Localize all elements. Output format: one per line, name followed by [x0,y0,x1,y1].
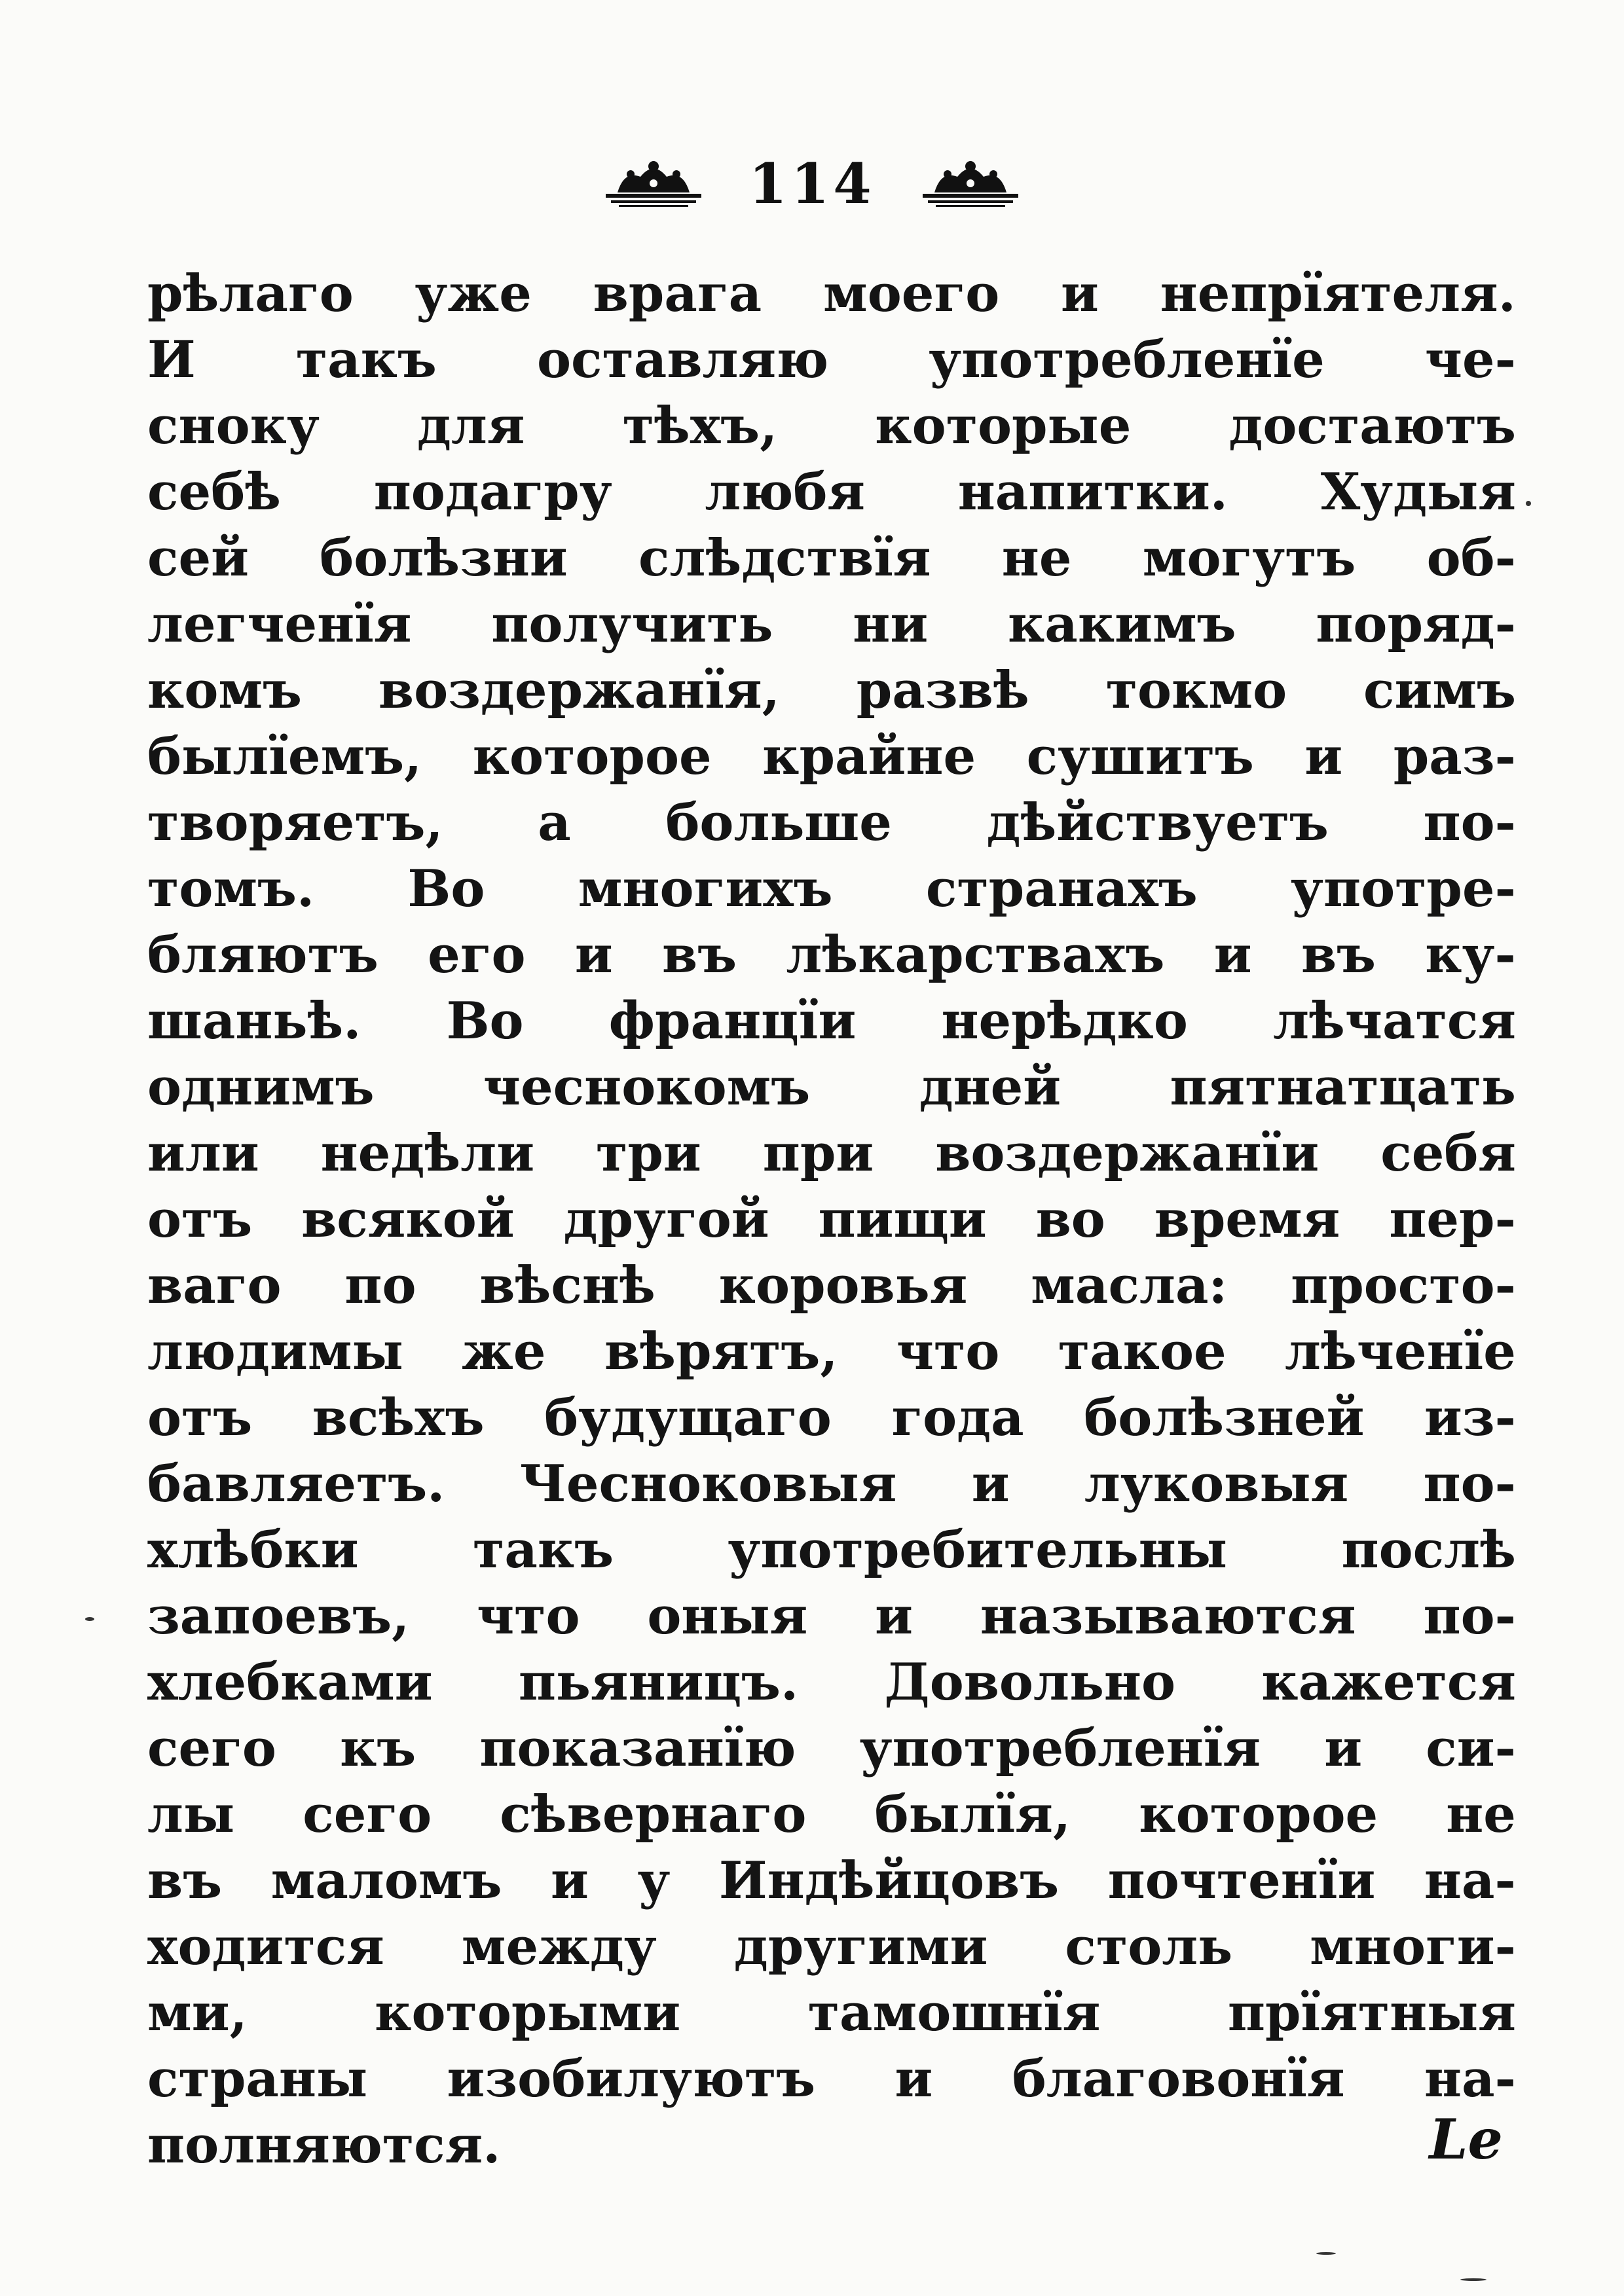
word: крайне [762,727,976,786]
word: тамошнїя [807,1983,1101,2043]
word: сноку [147,396,320,456]
word: вѣрятъ, [604,1322,838,1381]
text-line [147,1848,1516,1914]
word: луковыя [1084,1454,1349,1514]
word: подагру [373,462,612,522]
word: и [895,2049,933,2109]
word: лѣчатся [1273,991,1516,1051]
word: однимъ [147,1057,375,1117]
word: дѣйствуетъ [986,793,1329,852]
word: сей [147,528,249,588]
text-line [147,591,1516,657]
word: хлебками [147,1652,433,1712]
word: будущаго [544,1388,832,1448]
word: такое [1058,1322,1227,1381]
word: не [1001,528,1072,588]
word: три [596,1123,701,1183]
word: другими [733,1917,988,1977]
word: благовонїя [1012,2049,1345,2109]
word: странахъ [925,859,1198,919]
text-line [147,393,1516,459]
word: моего [823,264,1000,323]
word: былїемъ, [147,727,422,786]
word: из- [1424,1388,1516,1448]
text-line [147,723,1516,790]
word: столь [1065,1917,1233,1977]
word: развѣ [856,661,1029,720]
word: ни [853,594,929,654]
word: время [1154,1190,1340,1249]
word: послѣ [1341,1520,1516,1580]
word: по [344,1256,416,1315]
word: францїи [608,991,857,1051]
word: такъ [295,330,437,390]
word: врага [593,264,762,323]
word: употребленїя [859,1719,1261,1778]
text-line [147,1186,1516,1252]
word: творяетъ, [147,793,443,852]
word: страны [147,2049,368,2109]
word: отъ [147,1388,253,1448]
word: на- [1424,1851,1516,1910]
word: которые [875,396,1132,456]
word: дней [919,1057,1061,1117]
crown-ornament-icon [604,157,703,210]
word: шаньѣ. [147,991,361,1051]
word: Индѣйцовъ [718,1851,1060,1910]
word: всѣхъ [312,1388,485,1448]
print-speck [85,1617,94,1621]
page-number: 114 [748,151,876,216]
catchword: Le [1429,2107,1503,2172]
word: комъ [147,661,302,720]
word: недѣли [320,1123,535,1183]
word: томъ. [147,859,315,919]
word: ваго [147,1256,282,1315]
word: по- [1423,1586,1516,1646]
text-line [147,1715,1516,1781]
text-line [147,1319,1516,1385]
word: при [762,1123,874,1183]
word: что [896,1322,1000,1381]
text-line [147,2112,1516,2178]
word: легченїя [147,594,412,654]
word: почтенїи [1107,1851,1376,1910]
word: больше [665,793,892,852]
word: и [1324,1719,1363,1778]
text-line [147,1517,1516,1583]
word: ку- [1425,925,1516,985]
word: раз- [1393,727,1516,786]
word: бляютъ [147,925,378,985]
word: и [1213,925,1252,985]
word: хлѣбки [147,1520,359,1580]
text-line [147,1385,1516,1451]
word: и [971,1454,1010,1514]
word: пищи [818,1190,987,1249]
word: называются [980,1586,1356,1646]
word: въ [662,925,737,985]
word: показанїю [479,1719,796,1778]
text-line [147,2046,1516,2112]
word: былїя, [874,1785,1071,1844]
word: маломъ [270,1851,502,1910]
text-line [147,459,1516,525]
word: Во [407,859,485,919]
text-line [147,856,1516,922]
text-line [147,922,1516,988]
word: уже [415,264,532,323]
word: такъ [473,1520,614,1580]
word: которое [1139,1785,1378,1844]
word: чеснокомъ [483,1057,811,1117]
word: че- [1424,330,1516,390]
word: лѣкарствахъ [786,925,1165,985]
word: другой [563,1190,769,1249]
word: об- [1426,528,1516,588]
word: сѣвернаго [500,1785,807,1844]
word: Чесноковыя [519,1454,897,1514]
word: достаютъ [1228,396,1516,456]
word: могутъ [1142,528,1356,588]
word: запоевъ, [147,1586,410,1646]
word: поряд- [1316,594,1516,654]
word: лѣченїе [1285,1322,1516,1381]
word: къ [340,1719,416,1778]
word: кажется [1261,1652,1516,1712]
word: пятнатцать [1170,1057,1516,1117]
word: и [1304,727,1343,786]
word: или [147,1123,259,1183]
text-line [147,1451,1516,1517]
word: воздержанїя, [378,661,780,720]
word: непрїятеля. [1160,264,1516,323]
text-line [147,1054,1516,1120]
word: же [462,1322,546,1381]
text-line [147,1914,1516,1980]
word: по- [1423,1454,1516,1514]
word: употребительны [728,1520,1228,1580]
text-line [147,1583,1516,1649]
text-line [147,657,1516,723]
word: употребленїе [929,330,1325,390]
word: въ [1301,925,1376,985]
word: отъ [147,1190,253,1249]
word: болѣзней [1084,1388,1365,1448]
word: которое [472,727,712,786]
word: и [1061,264,1099,323]
page-header [0,144,1624,223]
text-line [147,1781,1516,1848]
text-line [147,988,1516,1054]
word: получить [491,594,773,654]
text-line [147,261,1516,327]
word: лы [147,1785,235,1844]
word: си- [1426,1719,1516,1778]
word: нерѣдко [941,991,1188,1051]
word: у [637,1851,671,1910]
word: пер- [1389,1190,1516,1249]
crown-ornament-icon [921,157,1020,210]
word: рѣлаго [147,264,354,323]
text-line [147,1252,1516,1319]
text-line [147,1120,1516,1186]
text-line [147,327,1516,393]
text-line [147,1980,1516,2046]
body-text [147,261,1516,2178]
print-speck [1460,2278,1486,2281]
word: просто- [1291,1256,1516,1315]
word: любя [705,462,865,522]
word: слѣдствїя [638,528,931,588]
word: прїятныя [1227,1983,1516,2043]
word: что [477,1586,580,1646]
print-speck [1526,501,1531,506]
word: и [875,1586,913,1646]
word: ми, [147,1983,248,2043]
word: себѣ [147,462,281,522]
word: оставляю [536,330,829,390]
word: и [551,1851,589,1910]
word: тѣхъ, [622,396,778,456]
word: себя [1380,1123,1516,1183]
word: людимы [147,1322,403,1381]
word: полняются. [147,2115,501,2175]
word: ходится [147,1917,384,1977]
word: И [147,330,196,390]
word: бавляетъ. [147,1454,445,1514]
word: и [574,925,613,985]
word: пьяницъ. [518,1652,799,1712]
word: многихъ [578,859,833,919]
word: года [891,1388,1024,1448]
word: болѣзни [320,528,568,588]
word: изобилуютъ [447,2049,816,2109]
word: какимъ [1007,594,1236,654]
word: не [1446,1785,1516,1844]
word: сушитъ [1026,727,1254,786]
word: между [461,1917,657,1977]
word: масла: [1031,1256,1228,1315]
word: а [538,793,571,852]
word: Худыя [1320,462,1516,522]
word: Довольно [884,1652,1176,1712]
text-line [147,790,1516,856]
word: для [416,396,525,456]
word: сего [147,1719,276,1778]
word: симъ [1363,661,1516,720]
word: его [428,925,526,985]
word: сего [303,1785,432,1844]
word: коровья [718,1256,968,1315]
word: по- [1423,793,1516,852]
word: въ [147,1851,223,1910]
word: воздержанїи [935,1123,1320,1183]
word: многи- [1310,1917,1516,1977]
word: во [1035,1190,1105,1249]
word: токмо [1105,661,1287,720]
word: Во [446,991,524,1051]
word: всякой [301,1190,515,1249]
word: оныя [647,1586,808,1646]
word: употре- [1291,859,1516,919]
word: на- [1424,2049,1516,2109]
text-line [147,1649,1516,1715]
word: вѣснѣ [479,1256,655,1315]
print-speck [1316,2252,1336,2255]
text-line [147,525,1516,591]
word: напитки. [957,462,1228,522]
word: которыми [375,1983,681,2043]
